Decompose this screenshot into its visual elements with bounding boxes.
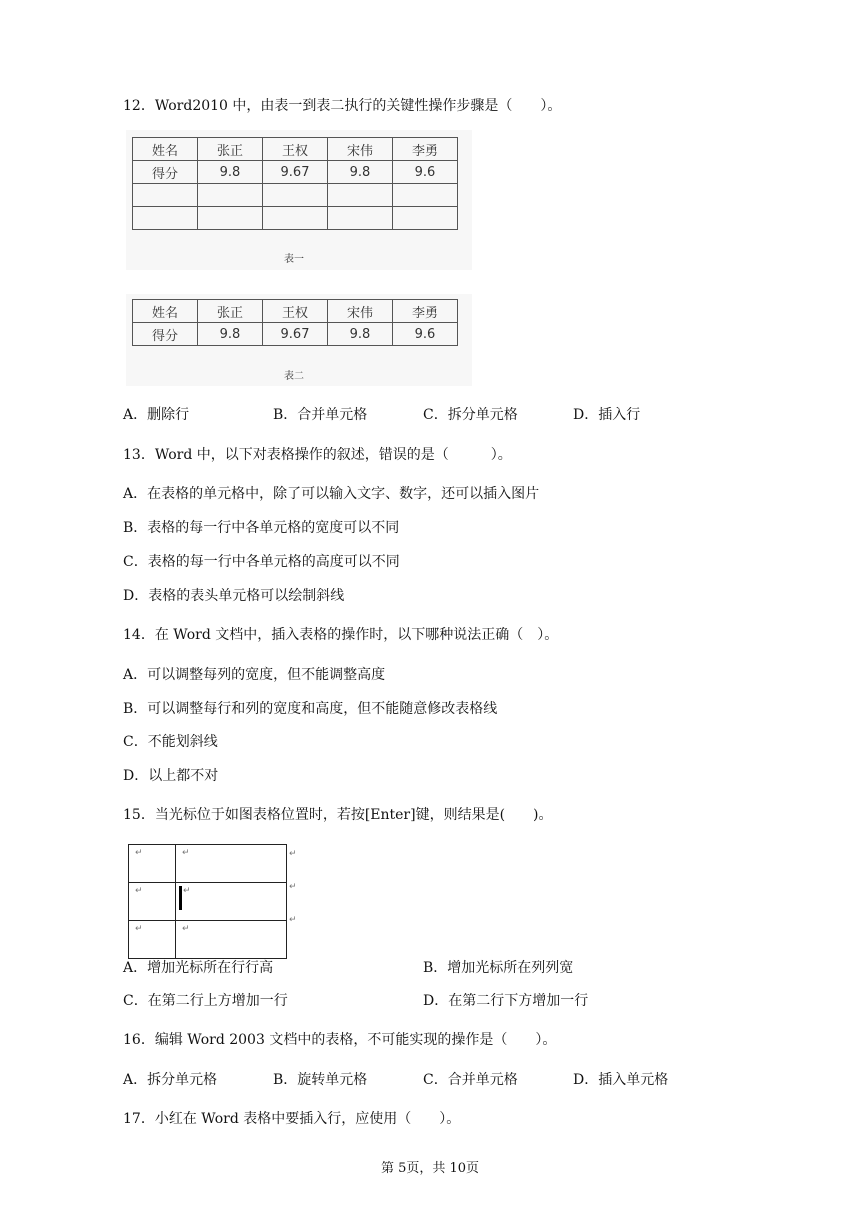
table-cell: 王权	[263, 300, 328, 323]
q15-option-a: A．增加光标所在行行高	[123, 960, 274, 976]
table-row	[133, 300, 458, 323]
score-table-2	[132, 299, 458, 346]
row-end-mark: ↵	[289, 882, 297, 892]
q15-option-b: B．增加光标所在列列宽	[423, 960, 574, 976]
table-cell: 9.6	[393, 161, 458, 184]
table-cell: 李勇	[393, 138, 458, 161]
cell-mark: ↵	[135, 924, 143, 934]
table-cell: 王权	[263, 138, 328, 161]
question-13-text: 13．Word 中，以下对表格操作的叙述，错误的是（ ）。	[123, 447, 512, 463]
table-cell: 9.8	[328, 161, 393, 184]
table-cell: 张正	[198, 138, 263, 161]
row-end-mark: ↵	[289, 915, 297, 925]
table-cell: 得分	[133, 323, 198, 346]
q14-option-b: B．可以调整每行和列的宽度和高度，但不能随意修改表格线	[123, 701, 498, 717]
table-cell	[263, 207, 328, 230]
table-row	[133, 138, 458, 161]
table-cell: 9.8	[328, 323, 393, 346]
table-row	[133, 184, 458, 207]
q12-option-b: B．合并单元格	[273, 407, 368, 423]
q16-option-d: D．插入单元格	[573, 1072, 669, 1088]
row-end-mark: ↵	[289, 849, 297, 859]
q13-option-d: D．表格的表头单元格可以绘制斜线	[123, 588, 345, 604]
table-cell	[198, 184, 263, 207]
table-row	[133, 161, 458, 184]
question-16-text: 16．编辑 Word 2003 文档中的表格，不可能实现的操作是（ ）。	[123, 1032, 557, 1048]
page-footer: 第 5页，共 10页	[380, 1161, 480, 1176]
table-cell	[263, 184, 328, 207]
cell-mark: ↵	[182, 848, 190, 858]
table-cell: 李勇	[393, 300, 458, 323]
table-cell: 9.6	[393, 323, 458, 346]
table-cell	[198, 207, 263, 230]
table-cell: 9.8	[198, 323, 263, 346]
table-2-caption: 表二	[284, 371, 304, 382]
q12-option-c: C．拆分单元格	[423, 407, 518, 423]
q16-option-b: B．旋转单元格	[273, 1072, 368, 1088]
q14-option-c: C．不能划斜线	[123, 734, 218, 750]
cell-mark: ↵	[135, 848, 143, 858]
q14-option-a: A．可以调整每列的宽度，但不能调整高度	[123, 667, 386, 683]
q13-option-a: A．在表格的单元格中，除了可以输入文字、数字，还可以插入图片	[123, 486, 540, 502]
cell-mark: ↵	[183, 886, 191, 896]
question-17-text: 17．小红在 Word 表格中要插入行，应使用（ ）。	[123, 1111, 461, 1127]
q12-option-d: D．插入行	[573, 407, 641, 423]
table-cell	[393, 207, 458, 230]
cell-mark: ↵	[182, 924, 190, 934]
q14-option-d: D．以上都不对	[123, 768, 219, 784]
table-cell: 9.8	[198, 161, 263, 184]
table-cell: 9.67	[263, 161, 328, 184]
table-cell: 宋伟	[328, 138, 393, 161]
table-cell: 姓名	[133, 138, 198, 161]
q16-option-c: C．合并单元格	[423, 1072, 518, 1088]
table-cell: 宋伟	[328, 300, 393, 323]
q12-option-a: A．删除行	[123, 407, 190, 423]
q15-option-d: D．在第二行下方增加一行	[423, 993, 589, 1009]
table-1-caption: 表一	[284, 254, 304, 265]
table-cell	[328, 207, 393, 230]
cursor-table	[128, 844, 287, 959]
q15-option-c: C．在第二行上方增加一行	[123, 993, 288, 1009]
table-cell	[393, 184, 458, 207]
cell-mark: ↵	[135, 886, 143, 896]
q13-option-b: B．表格的每一行中各单元格的宽度可以不同	[123, 520, 400, 536]
q16-option-a: A．拆分单元格	[123, 1072, 218, 1088]
table-cell	[328, 184, 393, 207]
question-14-text: 14．在 Word 文档中，插入表格的操作时，以下哪种说法正确（ ）。	[123, 627, 559, 643]
table-cell: 得分	[133, 161, 198, 184]
text-cursor-icon	[179, 886, 182, 910]
table-cell: 张正	[198, 300, 263, 323]
score-table-1	[132, 137, 458, 230]
table-cell: 9.67	[263, 323, 328, 346]
table-row	[133, 207, 458, 230]
question-15-text: 15．当光标位于如图表格位置时，若按[Enter]键，则结果是( )。	[123, 807, 553, 823]
question-12-text: 12．Word2010 中，由表一到表二执行的关键性操作步骤是（ ）。	[123, 98, 562, 114]
table-cell	[133, 184, 198, 207]
table-row	[133, 323, 458, 346]
table-cell	[133, 207, 198, 230]
table-cell: 姓名	[133, 300, 198, 323]
q13-option-c: C．表格的每一行中各单元格的高度可以不同	[123, 554, 400, 570]
